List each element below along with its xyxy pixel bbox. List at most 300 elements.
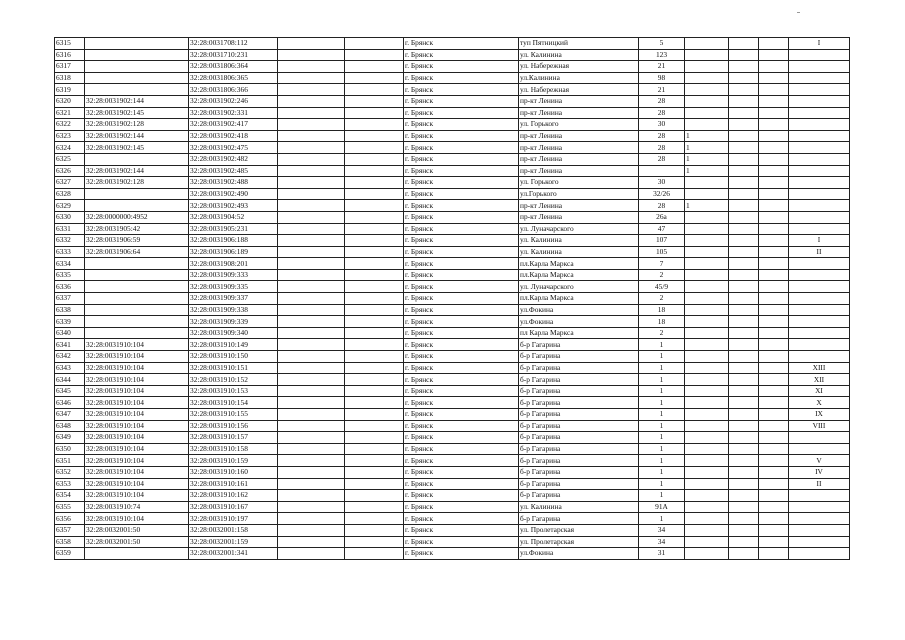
parcel-cadastral-cell: 32:28:0031910:104 (85, 420, 189, 432)
object-cadastral-cell: 32:28:0031910:151 (189, 362, 278, 374)
section-numeral-cell (789, 165, 850, 177)
empty-cell (729, 501, 759, 513)
empty-cell (759, 327, 789, 339)
table-row (55, 443, 850, 455)
empty-cell (345, 61, 404, 73)
flag-cell (685, 524, 729, 536)
empty-cell (729, 362, 759, 374)
street-cell: б-р Гагарина (519, 374, 639, 386)
flag-cell (685, 443, 729, 455)
empty-cell (759, 397, 789, 409)
flag-cell (685, 420, 729, 432)
parcel-cadastral-cell: 32:28:0031910:74 (85, 501, 189, 513)
empty-cell (278, 200, 345, 212)
empty-cell (729, 142, 759, 154)
city-cell: г. Брянск (404, 304, 519, 316)
empty-cell (759, 524, 789, 536)
row-number-cell: 6338 (55, 304, 85, 316)
city-cell: г. Брянск (404, 84, 519, 96)
section-numeral-cell: V (789, 455, 850, 467)
empty-cell (759, 188, 789, 200)
empty-cell (759, 246, 789, 258)
empty-cell (759, 548, 789, 560)
city-cell: г. Брянск (404, 153, 519, 165)
house-number-cell: 34 (639, 524, 685, 536)
city-cell: г. Брянск (404, 432, 519, 444)
parcel-cadastral-cell (85, 72, 189, 84)
street-cell: пр-кт Ленина (519, 153, 639, 165)
empty-cell (759, 153, 789, 165)
table-row (55, 455, 850, 467)
empty-cell (729, 235, 759, 247)
row-number-cell: 6324 (55, 142, 85, 154)
city-cell: г. Брянск (404, 478, 519, 490)
parcel-cadastral-cell: 32:28:0031910:104 (85, 443, 189, 455)
empty-cell (278, 513, 345, 525)
row-number-cell: 6359 (55, 548, 85, 560)
object-cadastral-cell: 32:28:0031909:335 (189, 281, 278, 293)
city-cell: г. Брянск (404, 130, 519, 142)
row-number-cell: 6358 (55, 536, 85, 548)
table-row (55, 304, 850, 316)
empty-cell (278, 223, 345, 235)
house-number-cell: 1 (639, 478, 685, 490)
empty-cell (729, 443, 759, 455)
flag-cell (685, 478, 729, 490)
street-cell: пр-кт Ленина (519, 200, 639, 212)
section-numeral-cell: I (789, 38, 850, 50)
parcel-cadastral-cell (85, 269, 189, 281)
empty-cell (345, 420, 404, 432)
empty-cell (729, 200, 759, 212)
empty-cell (729, 455, 759, 467)
empty-cell (278, 409, 345, 421)
parcel-cadastral-cell (85, 200, 189, 212)
house-number-cell: 1 (639, 374, 685, 386)
flag-cell (685, 374, 729, 386)
street-cell: ул. Калинина (519, 49, 639, 61)
empty-cell (345, 478, 404, 490)
row-number-cell: 6342 (55, 351, 85, 363)
object-cadastral-cell: 32:28:0031910:197 (189, 513, 278, 525)
house-number-cell: 1 (639, 443, 685, 455)
street-cell: пр-кт Ленина (519, 107, 639, 119)
flag-cell (685, 548, 729, 560)
parcel-cadastral-cell: 32:28:0031910:104 (85, 466, 189, 478)
object-cadastral-cell: 32:28:0031902:331 (189, 107, 278, 119)
empty-cell (345, 304, 404, 316)
row-number-cell: 6348 (55, 420, 85, 432)
table-row (55, 269, 850, 281)
empty-cell (729, 38, 759, 50)
empty-cell (759, 235, 789, 247)
flag-cell (685, 177, 729, 189)
flag-cell (685, 513, 729, 525)
street-cell: ул. Калинина (519, 246, 639, 258)
object-cadastral-cell: 32:28:0031910:156 (189, 420, 278, 432)
row-number-cell: 6319 (55, 84, 85, 96)
object-cadastral-cell: 32:28:0031910:152 (189, 374, 278, 386)
row-number-cell: 6339 (55, 316, 85, 328)
empty-cell (729, 223, 759, 235)
empty-cell (759, 130, 789, 142)
city-cell: г. Брянск (404, 246, 519, 258)
empty-cell (729, 84, 759, 96)
flag-cell (685, 466, 729, 478)
flag-cell (685, 49, 729, 61)
street-cell: пр-кт Ленина (519, 211, 639, 223)
empty-cell (345, 316, 404, 328)
flag-cell (685, 211, 729, 223)
street-cell: б-р Гагарина (519, 385, 639, 397)
row-number-cell: 6341 (55, 339, 85, 351)
city-cell: г. Брянск (404, 188, 519, 200)
parcel-cadastral-cell (85, 316, 189, 328)
empty-cell (278, 420, 345, 432)
house-number-cell: 47 (639, 223, 685, 235)
row-number-cell: 6322 (55, 119, 85, 131)
table-row (55, 188, 850, 200)
empty-cell (278, 548, 345, 560)
empty-cell (345, 153, 404, 165)
empty-cell (345, 49, 404, 61)
table-row (55, 61, 850, 73)
empty-cell (345, 130, 404, 142)
empty-cell (278, 177, 345, 189)
object-cadastral-cell: 32:28:0031909:333 (189, 269, 278, 281)
empty-cell (729, 478, 759, 490)
section-numeral-cell (789, 432, 850, 444)
empty-cell (278, 61, 345, 73)
section-numeral-cell (789, 107, 850, 119)
empty-cell (729, 188, 759, 200)
empty-cell (759, 72, 789, 84)
house-number-cell: 28 (639, 107, 685, 119)
empty-cell (729, 385, 759, 397)
parcel-cadastral-cell: 32:28:0031905:42 (85, 223, 189, 235)
street-cell: ул.Фокина (519, 304, 639, 316)
city-cell: г. Брянск (404, 61, 519, 73)
empty-cell (759, 385, 789, 397)
parcel-cadastral-cell (85, 258, 189, 270)
section-numeral-cell (789, 177, 850, 189)
empty-cell (345, 235, 404, 247)
street-cell: б-р Гагарина (519, 490, 639, 502)
parcel-cadastral-cell (85, 49, 189, 61)
parcel-cadastral-cell: 32:28:0031910:104 (85, 385, 189, 397)
street-cell: ул. Пролетарская (519, 536, 639, 548)
city-cell: г. Брянск (404, 316, 519, 328)
table-row (55, 281, 850, 293)
empty-cell (278, 235, 345, 247)
street-cell: пр-кт Ленина (519, 142, 639, 154)
empty-cell (759, 420, 789, 432)
parcel-cadastral-cell: 32:28:0031910:104 (85, 478, 189, 490)
parcel-cadastral-cell (85, 188, 189, 200)
empty-cell (345, 513, 404, 525)
object-cadastral-cell: 32:28:0031910:154 (189, 397, 278, 409)
parcel-cadastral-cell: 32:28:0031902:145 (85, 107, 189, 119)
empty-cell (729, 107, 759, 119)
house-number-cell: 1 (639, 362, 685, 374)
empty-cell (729, 490, 759, 502)
house-number-cell: 2 (639, 293, 685, 305)
empty-cell (278, 455, 345, 467)
row-number-cell: 6334 (55, 258, 85, 270)
empty-cell (278, 304, 345, 316)
flag-cell (685, 316, 729, 328)
empty-cell (278, 95, 345, 107)
empty-cell (729, 420, 759, 432)
section-numeral-cell (789, 513, 850, 525)
object-cadastral-cell: 32:28:0031909:340 (189, 327, 278, 339)
object-cadastral-cell: 32:28:0031910:153 (189, 385, 278, 397)
street-cell: б-р Гагарина (519, 420, 639, 432)
table-row (55, 72, 850, 84)
empty-cell (278, 188, 345, 200)
empty-cell (729, 281, 759, 293)
parcel-cadastral-cell: 32:28:0031902:144 (85, 95, 189, 107)
empty-cell (729, 293, 759, 305)
city-cell: г. Брянск (404, 385, 519, 397)
house-number-cell: 105 (639, 246, 685, 258)
table-row (55, 119, 850, 131)
row-number-cell: 6351 (55, 455, 85, 467)
street-cell: б-р Гагарина (519, 397, 639, 409)
flag-cell (685, 235, 729, 247)
empty-cell (729, 409, 759, 421)
city-cell: г. Брянск (404, 513, 519, 525)
street-cell: б-р Гагарина (519, 513, 639, 525)
object-cadastral-cell: 32:28:0031906:189 (189, 246, 278, 258)
empty-cell (278, 443, 345, 455)
empty-cell (278, 327, 345, 339)
row-number-cell: 6328 (55, 188, 85, 200)
object-cadastral-cell: 32:28:0031902:475 (189, 142, 278, 154)
parcel-cadastral-cell: 32:28:0000000:4952 (85, 211, 189, 223)
empty-cell (278, 397, 345, 409)
house-number-cell: 32/26 (639, 188, 685, 200)
object-cadastral-cell: 32:28:0031902:488 (189, 177, 278, 189)
street-cell: б-р Гагарина (519, 455, 639, 467)
section-numeral-cell (789, 316, 850, 328)
table-row (55, 466, 850, 478)
empty-cell (278, 374, 345, 386)
section-numeral-cell (789, 84, 850, 96)
row-number-cell: 6349 (55, 432, 85, 444)
empty-cell (759, 351, 789, 363)
empty-cell (345, 362, 404, 374)
table-row (55, 409, 850, 421)
city-cell: г. Брянск (404, 420, 519, 432)
row-number-cell: 6323 (55, 130, 85, 142)
object-cadastral-cell: 32:28:0032001:158 (189, 524, 278, 536)
house-number-cell: 98 (639, 72, 685, 84)
table-row (55, 432, 850, 444)
empty-cell (759, 258, 789, 270)
house-number-cell: 1 (639, 420, 685, 432)
object-cadastral-cell: 32:28:0031806:365 (189, 72, 278, 84)
parcel-cadastral-cell (85, 38, 189, 50)
parcel-cadastral-cell (85, 327, 189, 339)
object-cadastral-cell: 32:28:0031806:364 (189, 61, 278, 73)
object-cadastral-cell: 32:28:0031902:482 (189, 153, 278, 165)
parcel-cadastral-cell (85, 548, 189, 560)
empty-cell (729, 49, 759, 61)
empty-cell (278, 49, 345, 61)
house-number-cell: 2 (639, 327, 685, 339)
parcel-cadastral-cell: 32:28:0031910:104 (85, 432, 189, 444)
section-numeral-cell (789, 188, 850, 200)
empty-cell (345, 327, 404, 339)
flag-cell (685, 84, 729, 96)
empty-cell (345, 501, 404, 513)
empty-cell (345, 200, 404, 212)
row-number-cell: 6329 (55, 200, 85, 212)
empty-cell (345, 385, 404, 397)
house-number-cell: 21 (639, 61, 685, 73)
section-numeral-cell: IX (789, 409, 850, 421)
row-number-cell: 6343 (55, 362, 85, 374)
empty-cell (345, 466, 404, 478)
empty-cell (759, 119, 789, 131)
empty-cell (759, 49, 789, 61)
city-cell: г. Брянск (404, 211, 519, 223)
empty-cell (278, 246, 345, 258)
parcel-cadastral-cell: 32:28:0031910:104 (85, 513, 189, 525)
empty-cell (278, 38, 345, 50)
table-row (55, 548, 850, 560)
empty-cell (278, 281, 345, 293)
flag-cell (685, 107, 729, 119)
flag-cell (685, 304, 729, 316)
row-number-cell: 6327 (55, 177, 85, 189)
object-cadastral-cell: 32:28:0031909:338 (189, 304, 278, 316)
empty-cell (278, 293, 345, 305)
city-cell: г. Брянск (404, 177, 519, 189)
empty-cell (345, 536, 404, 548)
section-numeral-cell (789, 490, 850, 502)
section-numeral-cell (789, 293, 850, 305)
object-cadastral-cell: 32:28:0031910:161 (189, 478, 278, 490)
row-number-cell: 6336 (55, 281, 85, 293)
empty-cell (345, 246, 404, 258)
row-number-cell: 6325 (55, 153, 85, 165)
empty-cell (759, 293, 789, 305)
street-cell: ул.Фокина (519, 548, 639, 560)
parcel-cadastral-cell (85, 84, 189, 96)
flag-cell (685, 119, 729, 131)
street-cell: ул. Набережная (519, 84, 639, 96)
street-cell: ул.Горького (519, 188, 639, 200)
empty-cell (759, 177, 789, 189)
empty-cell (278, 258, 345, 270)
empty-cell (729, 432, 759, 444)
empty-cell (759, 362, 789, 374)
table-row (55, 536, 850, 548)
object-cadastral-cell: 32:28:0031910:150 (189, 351, 278, 363)
empty-cell (729, 466, 759, 478)
flag-cell (685, 351, 729, 363)
empty-cell (278, 432, 345, 444)
section-numeral-cell (789, 351, 850, 363)
empty-cell (345, 142, 404, 154)
parcel-cadastral-cell: 32:28:0032001:50 (85, 524, 189, 536)
flag-cell (685, 246, 729, 258)
table-row (55, 95, 850, 107)
empty-cell (278, 269, 345, 281)
table-row (55, 420, 850, 432)
street-cell: пр-кт Ленина (519, 95, 639, 107)
empty-cell (278, 119, 345, 131)
street-cell: пл Карла Маркса (519, 327, 639, 339)
empty-cell (345, 432, 404, 444)
house-number-cell: 1 (639, 339, 685, 351)
street-cell: ул.Калинина (519, 72, 639, 84)
section-numeral-cell (789, 61, 850, 73)
row-number-cell: 6345 (55, 385, 85, 397)
street-cell: ул. Калинина (519, 235, 639, 247)
flag-cell (685, 95, 729, 107)
empty-cell (278, 466, 345, 478)
flag-cell (685, 293, 729, 305)
city-cell: г. Брянск (404, 490, 519, 502)
empty-cell (345, 293, 404, 305)
flag-cell (685, 455, 729, 467)
street-cell: б-р Гагарина (519, 478, 639, 490)
house-number-cell: 107 (639, 235, 685, 247)
city-cell: г. Брянск (404, 200, 519, 212)
house-number-cell: 2 (639, 269, 685, 281)
city-cell: г. Брянск (404, 165, 519, 177)
section-numeral-cell (789, 548, 850, 560)
city-cell: г. Брянск (404, 466, 519, 478)
row-number-cell: 6337 (55, 293, 85, 305)
page-speck (797, 12, 800, 13)
section-numeral-cell (789, 304, 850, 316)
section-numeral-cell: X (789, 397, 850, 409)
street-cell: ул. Горького (519, 119, 639, 131)
street-cell: пл.Карла Маркса (519, 258, 639, 270)
section-numeral-cell (789, 119, 850, 131)
parcel-cadastral-cell (85, 61, 189, 73)
empty-cell (345, 524, 404, 536)
empty-cell (729, 327, 759, 339)
empty-cell (759, 269, 789, 281)
section-numeral-cell (789, 153, 850, 165)
empty-cell (759, 443, 789, 455)
empty-cell (345, 211, 404, 223)
table-row (55, 351, 850, 363)
object-cadastral-cell: 32:28:0031806:366 (189, 84, 278, 96)
table-row (55, 84, 850, 96)
flag-cell (685, 432, 729, 444)
table-row (55, 211, 850, 223)
parcel-cadastral-cell: 32:28:0032001:50 (85, 536, 189, 548)
parcel-cadastral-cell: 32:28:0031910:104 (85, 362, 189, 374)
empty-cell (759, 455, 789, 467)
flag-cell (685, 397, 729, 409)
empty-cell (345, 490, 404, 502)
empty-cell (759, 200, 789, 212)
section-numeral-cell (789, 211, 850, 223)
table-row (55, 246, 850, 258)
empty-cell (729, 304, 759, 316)
empty-cell (759, 211, 789, 223)
table-row (55, 223, 850, 235)
house-number-cell: 31 (639, 548, 685, 560)
city-cell: г. Брянск (404, 339, 519, 351)
